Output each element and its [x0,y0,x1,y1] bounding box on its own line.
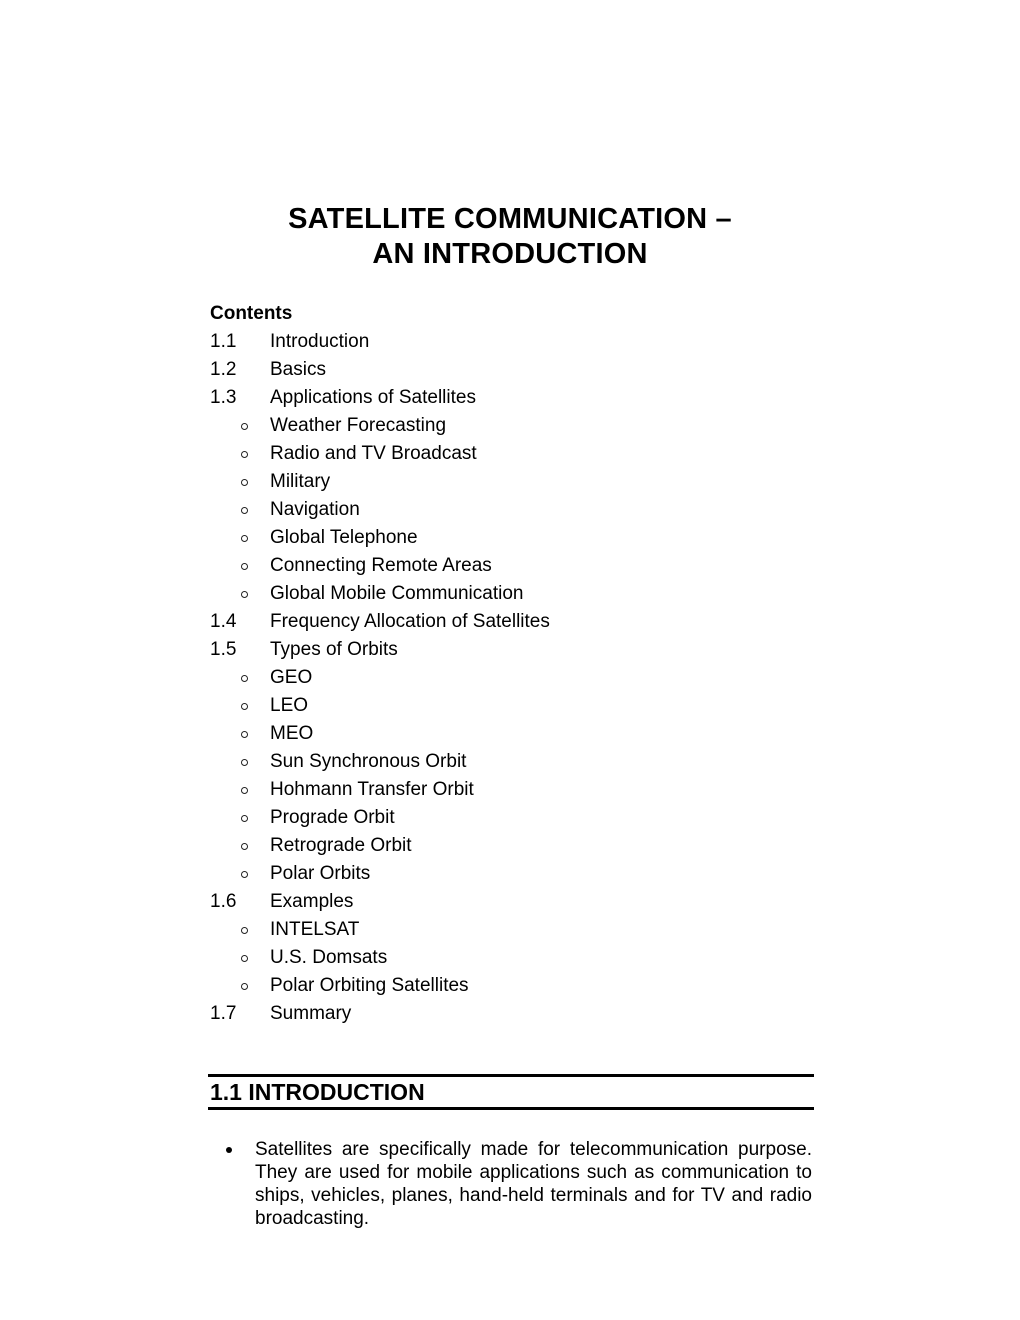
toc-label: Applications of Satellites [270,387,476,408]
hollow-circle-bullet-icon [241,703,248,710]
hollow-circle-bullet-icon [241,955,248,962]
hollow-circle-bullet-icon [241,815,248,822]
toc-label: Summary [270,1003,352,1024]
toc-label: Hohmann Transfer Orbit [270,779,474,800]
toc-label: Retrograde Orbit [270,835,412,856]
hollow-circle-bullet-icon [241,563,248,570]
hollow-circle-bullet-icon [241,983,248,990]
toc-label: U.S. Domsats [270,947,388,968]
toc-label: GEO [270,667,313,688]
toc-section-number: 1.7 [210,1003,237,1024]
toc-label: Military [270,471,331,492]
toc-label: INTELSAT [270,919,360,940]
toc-label: Weather Forecasting [270,415,447,436]
toc-label: Sun Synchronous Orbit [270,751,467,772]
toc-label: MEO [270,723,314,744]
hollow-circle-bullet-icon [241,507,248,514]
toc-label: Global Telephone [270,527,418,548]
hollow-circle-bullet-icon [241,479,248,486]
toc-label: Examples [270,891,354,912]
hollow-circle-bullet-icon [241,843,248,850]
bullet-dot-icon [226,1147,232,1153]
toc-label: Global Mobile Communication [270,583,524,604]
hollow-circle-bullet-icon [241,731,248,738]
toc-label: Frequency Allocation of Satellites [270,611,550,632]
document-title [0,202,1020,272]
hollow-circle-bullet-icon [241,675,248,682]
hollow-circle-bullet-icon [241,591,248,598]
toc-section-number: 1.3 [210,387,237,408]
contents-heading: Contents [210,303,293,324]
toc-label: Prograde Orbit [270,807,395,828]
hollow-circle-bullet-icon [241,927,248,934]
hollow-circle-bullet-icon [241,871,248,878]
section-heading-introduction: 1.1 INTRODUCTION [208,1074,814,1110]
toc-section-number: 1.1 [210,331,237,352]
toc-label: Introduction [270,331,370,352]
hollow-circle-bullet-icon [241,787,248,794]
toc-label: LEO [270,695,309,716]
toc-section-number: 1.2 [210,359,237,380]
hollow-circle-bullet-icon [241,535,248,542]
toc-section-number: 1.5 [210,639,237,660]
hollow-circle-bullet-icon [241,423,248,430]
title-line-2: AN INTRODUCTION [372,238,648,270]
toc-label: Connecting Remote Areas [270,555,492,576]
toc-label: Navigation [270,499,360,520]
toc-section-number: 1.4 [210,611,237,632]
toc-label: Polar Orbiting Satellites [270,975,469,996]
toc-label: Types of Orbits [270,639,398,660]
bullet-paragraph [226,1138,812,1230]
toc-section-number: 1.6 [210,891,237,912]
toc-label: Basics [270,359,326,380]
toc-label: Radio and TV Broadcast [270,443,477,464]
toc-label: Polar Orbits [270,863,371,884]
title-line-1: SATELLITE COMMUNICATION – [288,203,732,235]
hollow-circle-bullet-icon [241,759,248,766]
hollow-circle-bullet-icon [241,451,248,458]
paragraph-text: Satellites are specifically made for telecommunication purpose. They are used for mobile applications such as communication to ships, vehicles, planes, hand-held terminals and for TV and radio broadcasting. [255,1139,812,1229]
